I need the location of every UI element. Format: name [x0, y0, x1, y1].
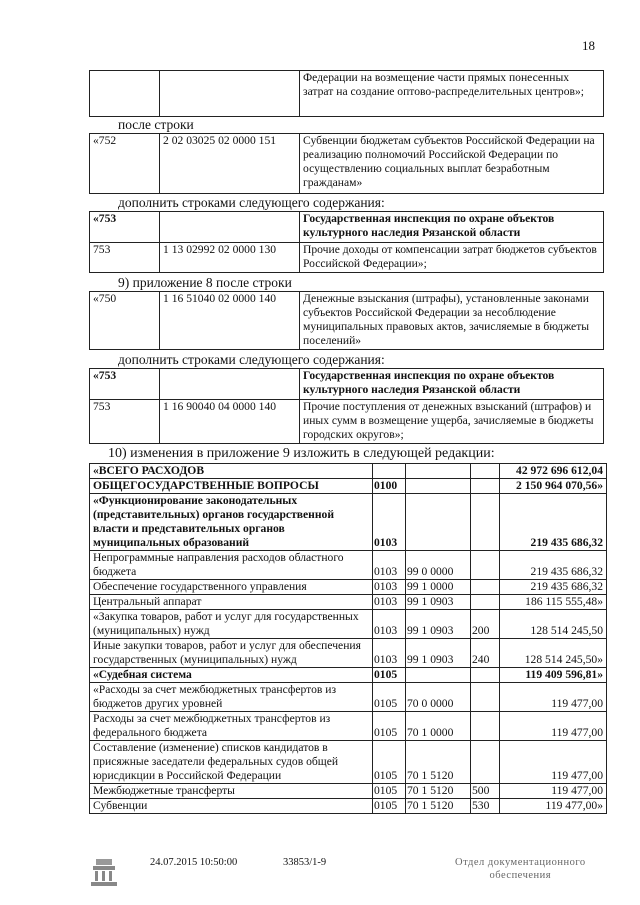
- table-row: [90, 212, 604, 243]
- table-row: [90, 595, 607, 610]
- cell-amount: 186 115 555,48»: [500, 595, 607, 610]
- cell-section: 0105: [373, 683, 406, 712]
- cell-amount: 119 477,00: [500, 784, 607, 799]
- cell-expense-type: 200: [471, 610, 500, 639]
- cell-expense-type: 240: [471, 639, 500, 668]
- cell-section: 0100: [373, 479, 406, 494]
- cell-name: Иные закупки товаров, работ и услуг для обеспечения государственных (муниципальных) нужд: [90, 639, 373, 668]
- cell-name: «Расходы за счет межбюджетных трансфертов из бюджетов других уровней: [90, 683, 373, 712]
- instruction-line: дополнить строками следующего содержания:: [118, 195, 385, 210]
- cell-section: 0105: [373, 799, 406, 814]
- cell-expense-type: [471, 595, 500, 610]
- cell-amount: 119 477,00»: [500, 799, 607, 814]
- cell-amount: 219 435 686,32: [500, 580, 607, 595]
- block1-table: [89, 70, 604, 117]
- cell-amount: 119 477,00: [500, 712, 607, 741]
- cell-code2: [160, 71, 300, 117]
- cell-code1: 753: [90, 400, 160, 444]
- cell-section: 0103: [373, 551, 406, 580]
- cell-expense-type: [471, 668, 500, 683]
- cell-text: Государственная инспекция по охране объектов культурного наследия Рязанской области: [300, 369, 604, 400]
- cell-target-article: 99 1 0000: [406, 580, 471, 595]
- block2-table: [89, 133, 604, 194]
- table-row: [90, 134, 604, 194]
- cell-name: ОБЩЕГОСУДАРСТВЕННЫЕ ВОПРОСЫ: [90, 479, 373, 494]
- cell-text: Прочие доходы от компенсации затрат бюджетов субъектов Российской Федерации»;: [300, 243, 604, 273]
- cell-expense-type: [471, 464, 500, 479]
- cell-name: «Судебная система: [90, 668, 373, 683]
- cell-section: 0103: [373, 494, 406, 551]
- cell-section: 0105: [373, 741, 406, 784]
- block4-table: [89, 291, 604, 350]
- cell-name: Межбюджетные трансферты: [90, 784, 373, 799]
- cell-amount: 119 477,00: [500, 683, 607, 712]
- budget-table: [89, 463, 607, 814]
- cell-code2: 1 16 90040 04 0000 140: [160, 400, 300, 444]
- cell-code1: «753: [90, 212, 160, 243]
- table-row: [90, 668, 607, 683]
- cell-amount: 119 477,00: [500, 741, 607, 784]
- cell-name: Субвенции: [90, 799, 373, 814]
- cell-code2: 1 13 02992 02 0000 130: [160, 243, 300, 273]
- cell-target-article: 70 1 5120: [406, 741, 471, 784]
- cell-amount: 119 409 596,81»: [500, 668, 607, 683]
- page-number: 18: [582, 38, 595, 53]
- table-row: [90, 551, 607, 580]
- cell-amount: 42 972 696 612,04: [500, 464, 607, 479]
- cell-section: 0103: [373, 580, 406, 595]
- cell-code2: 2 02 03025 02 0000 151: [160, 134, 300, 194]
- block3-table: [89, 211, 604, 273]
- emblem-icon: [87, 855, 121, 889]
- cell-expense-type: [471, 479, 500, 494]
- table-row: [90, 243, 604, 273]
- cell-section: 0103: [373, 610, 406, 639]
- cell-section: 0103: [373, 639, 406, 668]
- block5-table: [89, 368, 604, 444]
- cell-target-article: 70 0 0000: [406, 683, 471, 712]
- table-row: [90, 369, 604, 400]
- cell-name: Центральный аппарат: [90, 595, 373, 610]
- table-row: [90, 610, 607, 639]
- table-row: [90, 683, 607, 712]
- cell-section: 0105: [373, 712, 406, 741]
- table-row: [90, 464, 607, 479]
- cell-name: «Функционирование законодательных (представительных) органов государственной власти и представительных органов муниципальных образований: [90, 494, 373, 551]
- cell-expense-type: [471, 712, 500, 741]
- cell-target-article: 70 1 5120: [406, 784, 471, 799]
- cell-code1: [90, 71, 160, 117]
- cell-expense-type: 530: [471, 799, 500, 814]
- cell-amount: 128 514 245,50: [500, 610, 607, 639]
- cell-expense-type: 500: [471, 784, 500, 799]
- table-row: [90, 712, 607, 741]
- instruction-line: 10) изменения в приложение 9 изложить в следующей редакции:: [108, 446, 495, 461]
- cell-target-article: 99 0 0000: [406, 551, 471, 580]
- cell-target-article: [406, 668, 471, 683]
- table-row: [90, 479, 607, 494]
- instruction-line: дополнить строками следующего содержания:: [118, 352, 385, 367]
- cell-amount: 219 435 686,32: [500, 494, 607, 551]
- table-row: [90, 400, 604, 444]
- cell-code2: 1 16 51040 02 0000 140: [160, 292, 300, 350]
- table-row: [90, 494, 607, 551]
- footer-doc-id: 33853/1-9: [283, 857, 327, 868]
- instruction-line: 9) приложение 8 после строки: [118, 275, 292, 290]
- cell-name: Непрограммные направления расходов областного бюджета: [90, 551, 373, 580]
- table-row: [90, 292, 604, 350]
- cell-name: «Закупка товаров, работ и услуг для государственных (муниципальных) нужд: [90, 610, 373, 639]
- footer-datetime: 24.07.2015 10:50:00: [150, 857, 238, 868]
- table-row: [90, 799, 607, 814]
- cell-section: 0103: [373, 595, 406, 610]
- table-row: [90, 580, 607, 595]
- cell-expense-type: [471, 580, 500, 595]
- cell-section: 0105: [373, 784, 406, 799]
- instruction-line: после строки: [118, 117, 194, 132]
- cell-name: Расходы за счет межбюджетных трансфертов из федерального бюджета: [90, 712, 373, 741]
- dept-line: обеспечения: [489, 870, 552, 881]
- cell-code1: «750: [90, 292, 160, 350]
- cell-text: Федерации на возмещение части прямых понесенных затрат на создание оптово-распределительных центров»;: [300, 71, 604, 117]
- cell-text: Денежные взыскания (штрафы), установленные законами субъектов Российской Федерации за несоблюдение муниципальных правовых актов, зачисляемые в бюджеты поселений»: [300, 292, 604, 350]
- cell-code1: 753: [90, 243, 160, 273]
- cell-code1: «752: [90, 134, 160, 194]
- cell-target-article: [406, 494, 471, 551]
- cell-code2: [160, 369, 300, 400]
- cell-expense-type: [471, 741, 500, 784]
- cell-text: Государственная инспекция по охране объектов культурного наследия Рязанской области: [300, 212, 604, 243]
- cell-expense-type: [471, 551, 500, 580]
- cell-section: 0105: [373, 668, 406, 683]
- cell-target-article: 70 1 5120: [406, 799, 471, 814]
- cell-section: [373, 464, 406, 479]
- cell-text: Субвенции бюджетам субъектов Российской Федерации на реализацию полномочий Российской Федерации по осуществлению социальных выплат безработным гражданам»: [300, 134, 604, 194]
- dept-line: Отдел документационного: [455, 857, 586, 868]
- cell-target-article: 99 1 0903: [406, 595, 471, 610]
- cell-target-article: 99 1 0903: [406, 610, 471, 639]
- cell-expense-type: [471, 683, 500, 712]
- table-row: [90, 741, 607, 784]
- cell-name: Обеспечение государственного управления: [90, 580, 373, 595]
- cell-target-article: 70 1 0000: [406, 712, 471, 741]
- cell-amount: 2 150 964 070,56»: [500, 479, 607, 494]
- cell-expense-type: [471, 494, 500, 551]
- department-stamp: [455, 856, 586, 882]
- table-row: [90, 71, 604, 117]
- cell-code2: [160, 212, 300, 243]
- cell-target-article: [406, 464, 471, 479]
- table-row: [90, 639, 607, 668]
- table-row: [90, 784, 607, 799]
- cell-target-article: [406, 479, 471, 494]
- cell-name: Составление (изменение) списков кандидатов в присяжные заседатели федеральных судов общей юрисдикции в Российской Федерации: [90, 741, 373, 784]
- cell-name: «ВСЕГО РАСХОДОВ: [90, 464, 373, 479]
- cell-text: Прочие поступления от денежных взысканий (штрафов) и иных сумм в возмещение ущерба, зачисляемые в бюджеты городских округов»;: [300, 400, 604, 444]
- cell-code1: «753: [90, 369, 160, 400]
- cell-amount: 219 435 686,32: [500, 551, 607, 580]
- cell-target-article: 99 1 0903: [406, 639, 471, 668]
- cell-amount: 128 514 245,50»: [500, 639, 607, 668]
